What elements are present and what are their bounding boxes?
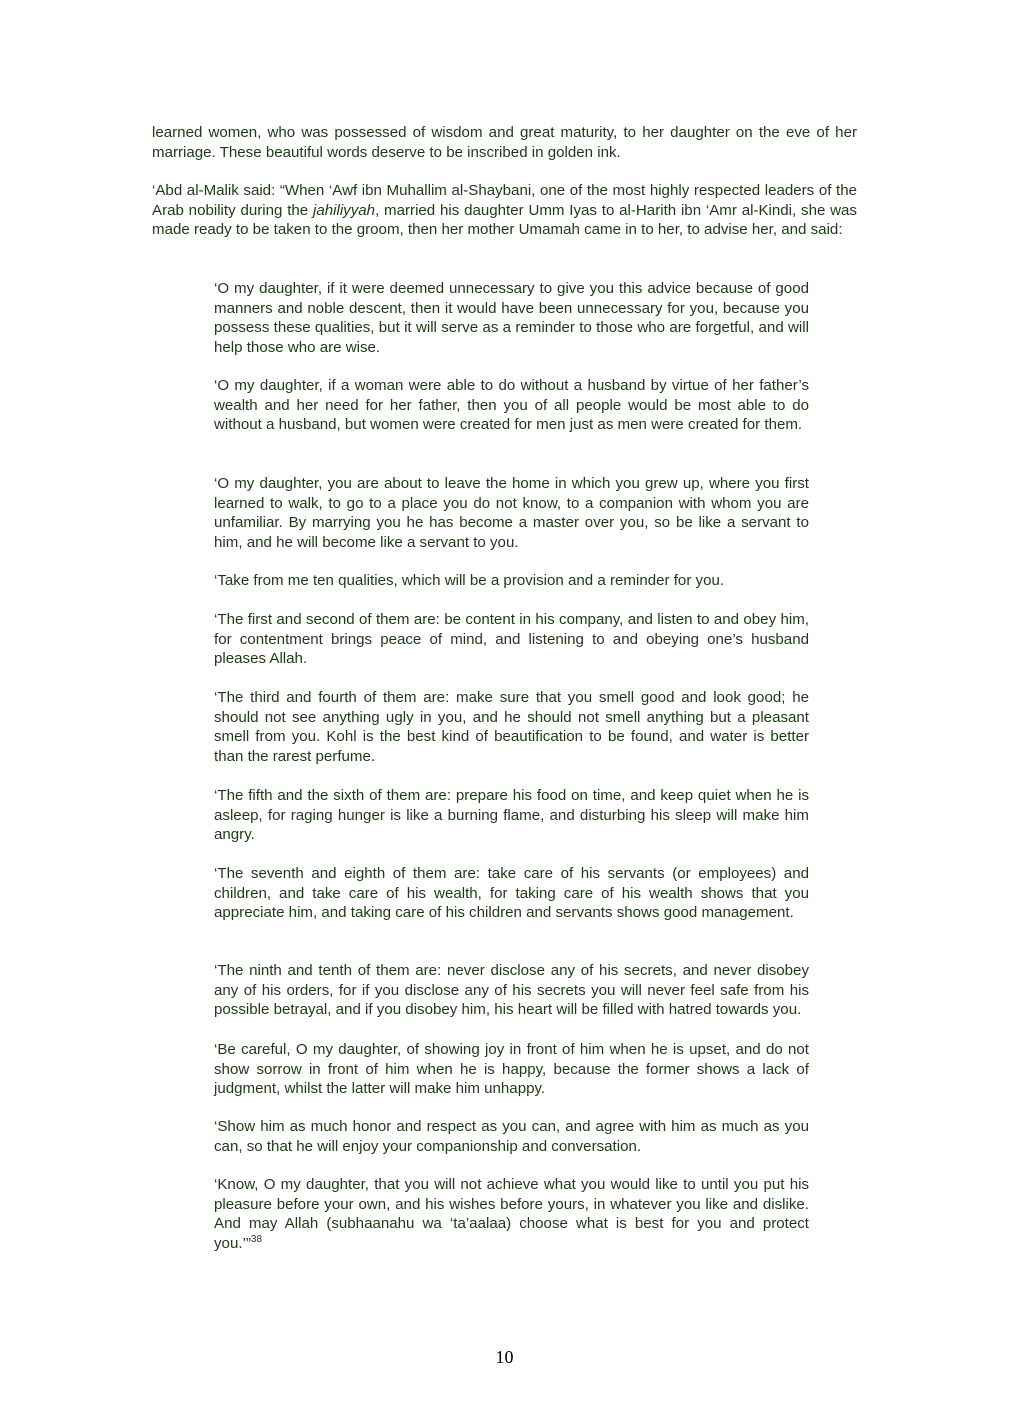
quote-paragraph: ‘Take from me ten qualities, which will be a provision and a reminder for you. bbox=[214, 572, 725, 589]
page-number: 10 bbox=[495, 1347, 514, 1367]
quote-paragraph: ‘O my daughter, you are about to leave the home in which you grew up, where you first learned to walk, to go to a place you do not know, to a companion with whom you are unfamiliar. By marrying you he has become a master over you, so be like a servant to him, and he will become like a servant to you. bbox=[214, 475, 809, 551]
quote-paragraph-final bbox=[214, 1175, 809, 1253]
quote-paragraph: ‘The ninth and tenth of them are: never disclose any of his secrets, and never disobey any of his orders, for if you disclose any of his secrets you will never feel safe from his possible betrayal, and if you disobey him, his heart will be filled with hatred towards you. bbox=[214, 962, 809, 1019]
quote-paragraph: ‘The third and fourth of them are: make sure that you smell good and look good; he should not see anything ugly in you, and he should not smell anything but a pleasant smell from you. Kohl is the best kind of beautification to be found, and water is better than the rarest perfume. bbox=[214, 689, 809, 765]
narration-text-start: ‘Abd al-Malik said: “When ‘Awf ibn Muhallim al-Shaybani, one of the most highly respected leaders of the Arab nobility during the bbox=[152, 182, 857, 219]
final-quote-text: ‘Know, O my daughter, that you will not achieve what you would like to until you put his pleasure before your own, and his wishes before yours, in whatever you like and dislike. And may Allah (subhaanahu wa ‘ta’aalaa) choose what is best for you and protect you.’” bbox=[214, 1176, 809, 1252]
quote-paragraph: ‘The seventh and eighth of them are: take care of his servants (or employees) and children, and take care of his wealth, for taking care of his wealth shows that you appreciate him, and taking care of his children and servants shows good management. bbox=[214, 865, 809, 922]
narration-text-end: , married his daughter Umm Iyas to al-Harith ibn ‘Amr al-Kindi, she was made ready to be taken to the groom, then her mother Umamah came in to her, to advise her, and said: bbox=[152, 201, 857, 239]
quote-paragraph: ‘The fifth and the sixth of them are: prepare his food on time, and keep quiet when he is asleep, for raging hunger is like a burning flame, and disturbing his sleep will make him angry. bbox=[214, 787, 809, 844]
quote-paragraph: ‘O my daughter, if it were deemed unnecessary to give you this advice because of good manners and noble descent, then it would have been unnecessary for you, because you possess these qualities, but it will serve as a reminder to those who are forgetful, and will help those who are wise. bbox=[214, 280, 809, 356]
narration-italic-term: jahiliyyah bbox=[312, 201, 376, 219]
quote-paragraph: ‘Be careful, O my daughter, of showing joy in front of him when he is upset, and do not show sorrow in front of him when he is happy, because the former shows a lack of judgment, whilst the latter will make him unhappy. bbox=[214, 1041, 809, 1098]
narration-paragraph bbox=[152, 181, 857, 240]
footnote-reference: 38 bbox=[250, 1233, 263, 1245]
quote-paragraph: ‘Show him as much honor and respect as you can, and agree with him as much as you can, so that he will enjoy your companionship and conversation. bbox=[214, 1118, 809, 1155]
quote-paragraph: ‘The first and second of them are: be content in his company, and listen to and obey him, for contentment brings peace of mind, and listening to and obeying one’s husband pleases Allah. bbox=[214, 611, 809, 668]
intro-paragraph: learned women, who was possessed of wisdom and great maturity, to her daughter on the eve of her marriage. These beautiful words deserve to be inscribed in golden ink. bbox=[152, 124, 857, 161]
quote-paragraph: ‘O my daughter, if a woman were able to do without a husband by virtue of her father’s wealth and her need for her father, then you of all people would be most able to do without a husband, but women were created for men just as men were created for them. bbox=[214, 377, 809, 434]
